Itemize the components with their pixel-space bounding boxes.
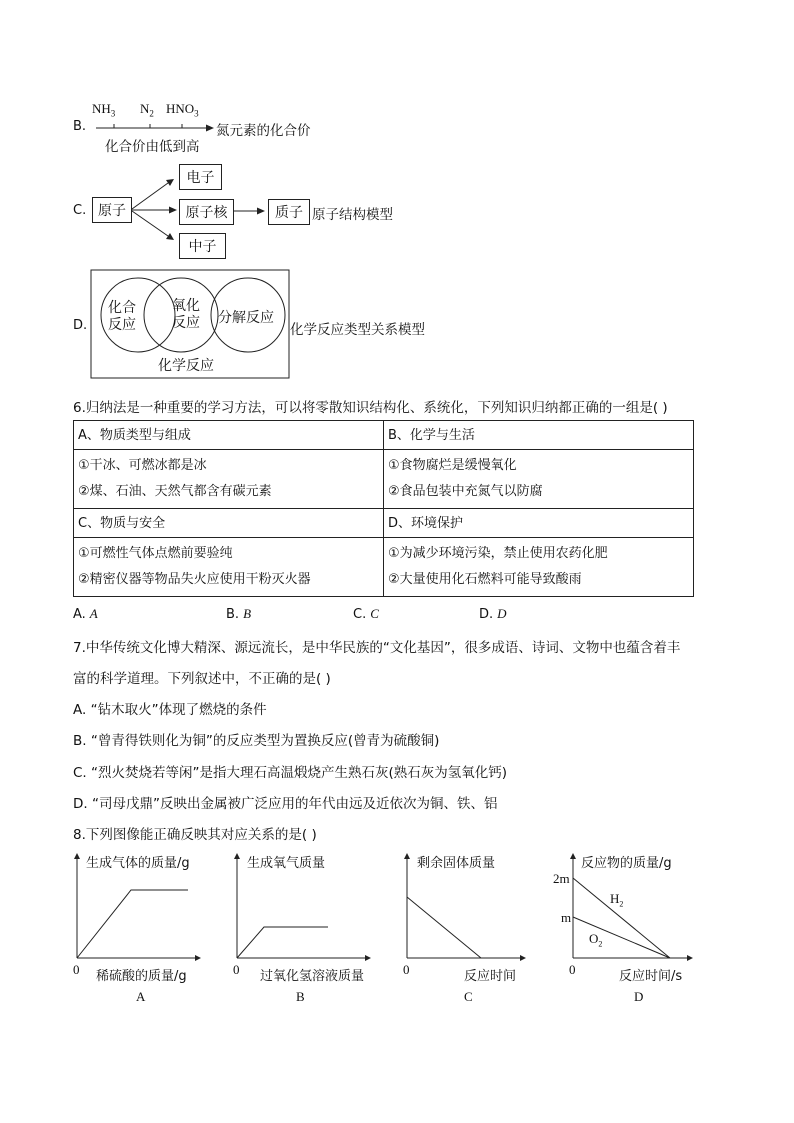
graph-d-o2-line — [573, 917, 670, 958]
graph-b-caption: B — [296, 989, 305, 1004]
compound-hno3: $HNO_3$ — [166, 101, 199, 119]
graph-c-ylabel: 剩余固体质量 — [417, 856, 496, 871]
graph-d-xlabel: 反应时间/s — [619, 969, 683, 984]
graph-b-origin: 0 — [233, 962, 240, 977]
q6-option-c: C. C — [353, 606, 379, 622]
chemical-reaction-label: 化学反应 — [158, 358, 214, 374]
graph-c-origin: 0 — [403, 962, 410, 977]
cell-c-item-2: ②精密仪器等物品失火应使用干粉灭火器 — [78, 572, 311, 587]
q6-stem: 6.归纳法是一种重要的学习方法，可以将零散知识结构化、系统化，下列知识归纳都正确的一组是( ) — [73, 400, 668, 416]
graph-d-o2-label: $O_2$ — [589, 931, 603, 949]
cell-b-head: B、化学与生活 — [384, 421, 694, 450]
cell-c-head: C、物质与安全 — [74, 509, 384, 538]
cell-a-item-2: ②煤、石油、天然气都含有碳元素 — [78, 484, 272, 499]
graph-c-caption: C — [464, 989, 473, 1004]
graph-d-ytick-m: m — [561, 910, 572, 925]
cell-a-head: A、物质类型与组成 — [74, 421, 384, 450]
q7-option-c: C. “烈火焚烧若等闲”是指大理石高温煅烧产生熟石灰(熟石灰为氢氧化钙) — [73, 765, 508, 781]
graph-d-h2-line — [573, 878, 670, 958]
valence-axis-label: 氮元素的化合价 — [216, 123, 311, 139]
proton-box: 质子 — [268, 199, 310, 225]
graph-a-xlabel: 稀硫酸的质量/g — [96, 969, 187, 984]
q7-stem-line1: 7.中华传统文化博大精深、源远流长，是中华民族的“文化基因”，很多成语、诗词、文物中也蕴含着丰 — [73, 640, 681, 656]
q8-stem: 8.下列图像能正确反映其对应关系的是( ) — [73, 827, 317, 843]
decomposition-reaction-label: 分解反应 — [218, 310, 274, 326]
q5-option-d-label: D. — [73, 318, 88, 333]
cell-d-item-1: ①为减少环境污染，禁止使用农药化肥 — [388, 546, 608, 561]
cell-b-item-1: ①食物腐烂是缓慢氧化 — [388, 458, 517, 473]
combination-reaction-label: 化合 反应 — [108, 300, 136, 333]
q7-option-a: A. “钻木取火”体现了燃烧的条件 — [73, 702, 267, 718]
cell-b-item-2: ②食品包装中充氮气以防腐 — [388, 484, 543, 499]
compound-nh3: $NH_3$ — [92, 101, 116, 119]
q6-option-b: B. B — [226, 606, 252, 622]
cell-c-item-1: ①可燃性气体点燃前要验纯 — [78, 546, 233, 561]
oxidation-reaction-label: 氧化 反应 — [172, 298, 200, 331]
valence-caption: 化合价由低到高 — [105, 139, 200, 155]
q7-option-b: B. “曾青得铁则化为铜”的反应类型为置换反应(曾青为硫酸铜) — [73, 733, 440, 749]
neutron-box: 中子 — [179, 233, 226, 259]
q5-option-c-label: C. — [73, 203, 87, 218]
graph-c-curve — [407, 897, 481, 958]
atom-box: 原子 — [92, 197, 132, 223]
cell-a-item-1: ①干冰、可燃冰都是冰 — [78, 458, 207, 473]
q7-option-d: D. “司母戊鼎”反映出金属被广泛应用的年代由远及近依次为铜、铁、铝 — [73, 796, 498, 812]
graph-a-caption: A — [136, 989, 146, 1004]
graph-b-ylabel: 生成氧气质量 — [247, 856, 326, 871]
q5-option-b-label: B. — [73, 119, 87, 134]
graph-d-ylabel: 反应物的质量/g — [581, 856, 672, 871]
graph-a-ylabel: 生成气体的质量/g — [86, 856, 190, 871]
nucleus-box: 原子核 — [179, 199, 234, 225]
graph-c — [407, 856, 523, 958]
atom-model-caption: 原子结构模型 — [312, 207, 393, 223]
graph-d-ytick-2m: 2m — [553, 871, 570, 886]
graph-a-origin: 0 — [73, 962, 80, 977]
compound-n2: $N_2$ — [140, 101, 154, 119]
graph-d-h2-label: $H_2$ — [610, 891, 624, 909]
electron-box: 电子 — [179, 164, 222, 190]
graph-a — [77, 856, 198, 958]
graph-b-curve — [237, 927, 328, 958]
q7-stem-line2: 富的科学道理。下列叙述中，不正确的是( ) — [73, 671, 331, 687]
graph-c-xlabel: 反应时间 — [464, 969, 517, 984]
graph-d-origin: 0 — [569, 962, 576, 977]
reaction-model-caption: 化学反应类型关系模型 — [290, 322, 425, 338]
graph-d-caption: D — [634, 989, 644, 1004]
q6-option-a: A. A — [73, 606, 98, 622]
graph-b-xlabel: 过氧化氢溶液质量 — [260, 969, 365, 984]
q6-option-d: D. D — [479, 606, 507, 622]
cell-d-item-2: ②大量使用化石燃料可能导致酸雨 — [388, 572, 582, 587]
graph-b — [237, 856, 368, 958]
graph-a-curve — [77, 890, 188, 958]
cell-d-head: D、环境保护 — [384, 509, 694, 538]
